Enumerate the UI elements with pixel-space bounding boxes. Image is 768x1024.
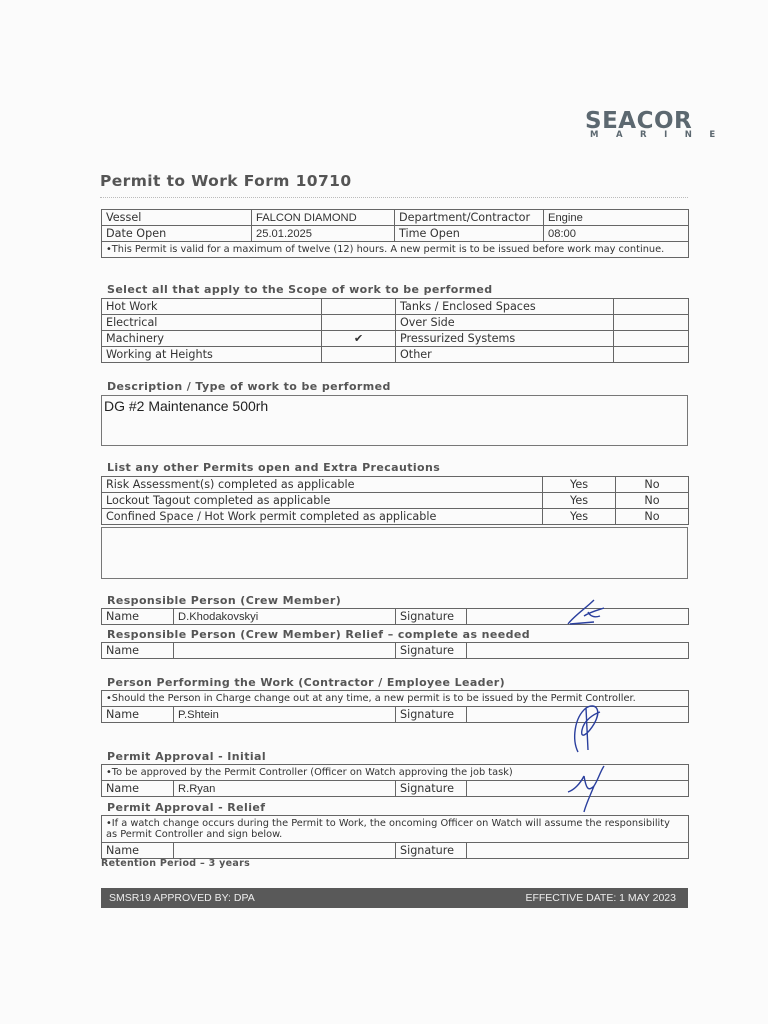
name-label: Name [102,781,174,797]
scope-checkbox[interactable] [614,331,689,347]
validity-note: •This Permit is valid for a maximum of twelve (12) hours. A new permit is to be issued before work may continue. [102,242,689,258]
time-open-label: Time Open [395,226,544,242]
retention-period: Retention Period – 3 years [101,858,251,869]
scope-checkbox[interactable] [322,299,396,315]
scope-heading: Select all that apply to the Scope of work to be performed [107,283,493,296]
approval-relief-name-field[interactable] [174,843,396,859]
scope-checkbox[interactable] [614,299,689,315]
scope-label: Tanks / Enclosed Spaces [396,299,614,315]
yes-option[interactable]: Yes [543,493,616,509]
form-title: Permit to Work Form 10710 [100,172,352,190]
machinery-check-mark[interactable]: ✔ [322,331,396,347]
signature-label: Signature [396,643,467,659]
seacor-logo: SEACOR [585,108,693,134]
header-table [101,209,689,258]
no-option[interactable]: No [616,493,689,509]
name-label: Name [102,643,174,659]
signature-label: Signature [396,781,467,797]
signature-label: Signature [396,843,467,859]
permit-label: Risk Assessment(s) completed as applicable [102,477,543,493]
date-open-field[interactable]: 25.01.2025 [252,226,395,242]
scope-label: Electrical [102,315,322,331]
approval-relief-heading: Permit Approval - Relief [107,801,266,814]
approval-initial-heading: Permit Approval - Initial [107,750,267,763]
title-divider [100,197,688,198]
scope-label: Hot Work [102,299,322,315]
scope-label: Working at Heights [102,347,322,363]
relief-signature-field[interactable] [467,643,689,659]
footer-effective-date: EFFECTIVE DATE: 1 MAY 2023 [525,892,676,904]
description-text: DG #2 Maintenance 500rh [104,398,269,414]
approval-relief-note: •If a watch change occurs during the Permit to Work, the oncoming Officer on Watch will assume the responsibility as Permit Controller and sign below. [102,816,689,843]
signature-shtein-icon [566,700,610,756]
footer-approval: SMSR19 APPROVED BY: DPA [109,892,255,904]
name-label: Name [102,609,174,625]
approval-relief-table [101,815,689,859]
scope-checkbox[interactable] [322,347,396,363]
department-field[interactable]: Engine [544,210,689,226]
yes-option[interactable]: Yes [543,509,616,525]
time-open-field[interactable]: 08:00 [544,226,689,242]
approval-relief-signature-field[interactable] [467,843,689,859]
performer-name-field[interactable]: P.Shtein [174,707,396,723]
relief-heading: Responsible Person (Crew Member) Relief – complete as needed [107,628,530,641]
permits-table [101,476,689,525]
performer-note: •Should the Person in Charge change out at any time, a new permit is to be issued by the Permit Controller. [102,691,689,707]
signature-khodakovskyi-icon [560,594,610,630]
scope-table [101,298,689,363]
permit-label: Confined Space / Hot Work permit completed as applicable [102,509,543,525]
performer-heading: Person Performing the Work (Contractor / Employee Leader) [107,676,506,689]
scope-label: Pressurized Systems [396,331,614,347]
signature-ryan-icon [564,762,614,814]
scope-checkbox[interactable] [614,315,689,331]
responsible-name-field[interactable]: D.Khodakovskyi [174,609,396,625]
scope-label: Over Side [396,315,614,331]
approval-initial-name-field[interactable]: R.Ryan [174,781,396,797]
no-option[interactable]: No [616,509,689,525]
no-option[interactable]: No [616,477,689,493]
department-label: Department/Contractor [395,210,544,226]
date-open-label: Date Open [102,226,252,242]
signature-label: Signature [396,609,467,625]
footer-bar [101,888,688,908]
scope-label: Other [396,347,614,363]
relief-name-field[interactable] [174,643,396,659]
precautions-box[interactable] [101,527,688,579]
scope-label: Machinery [102,331,322,347]
name-label: Name [102,707,174,723]
name-label: Name [102,843,174,859]
vessel-field[interactable]: FALCON DIAMOND [252,210,395,226]
permits-heading: List any other Permits open and Extra Precautions [107,461,441,474]
scope-other-field[interactable] [614,347,689,363]
permit-label: Lockout Tagout completed as applicable [102,493,543,509]
description-heading: Description / Type of work to be performed [107,380,391,393]
responsible-heading: Responsible Person (Crew Member) [107,594,342,607]
signature-label: Signature [396,707,467,723]
relief-table [101,642,689,659]
scope-checkbox[interactable] [322,315,396,331]
seacor-logo-subtitle: MARINE [590,130,733,140]
approval-initial-note: •To be approved by the Permit Controller (Officer on Watch approving the job task) [102,765,689,781]
yes-option[interactable]: Yes [543,477,616,493]
vessel-label: Vessel [102,210,252,226]
